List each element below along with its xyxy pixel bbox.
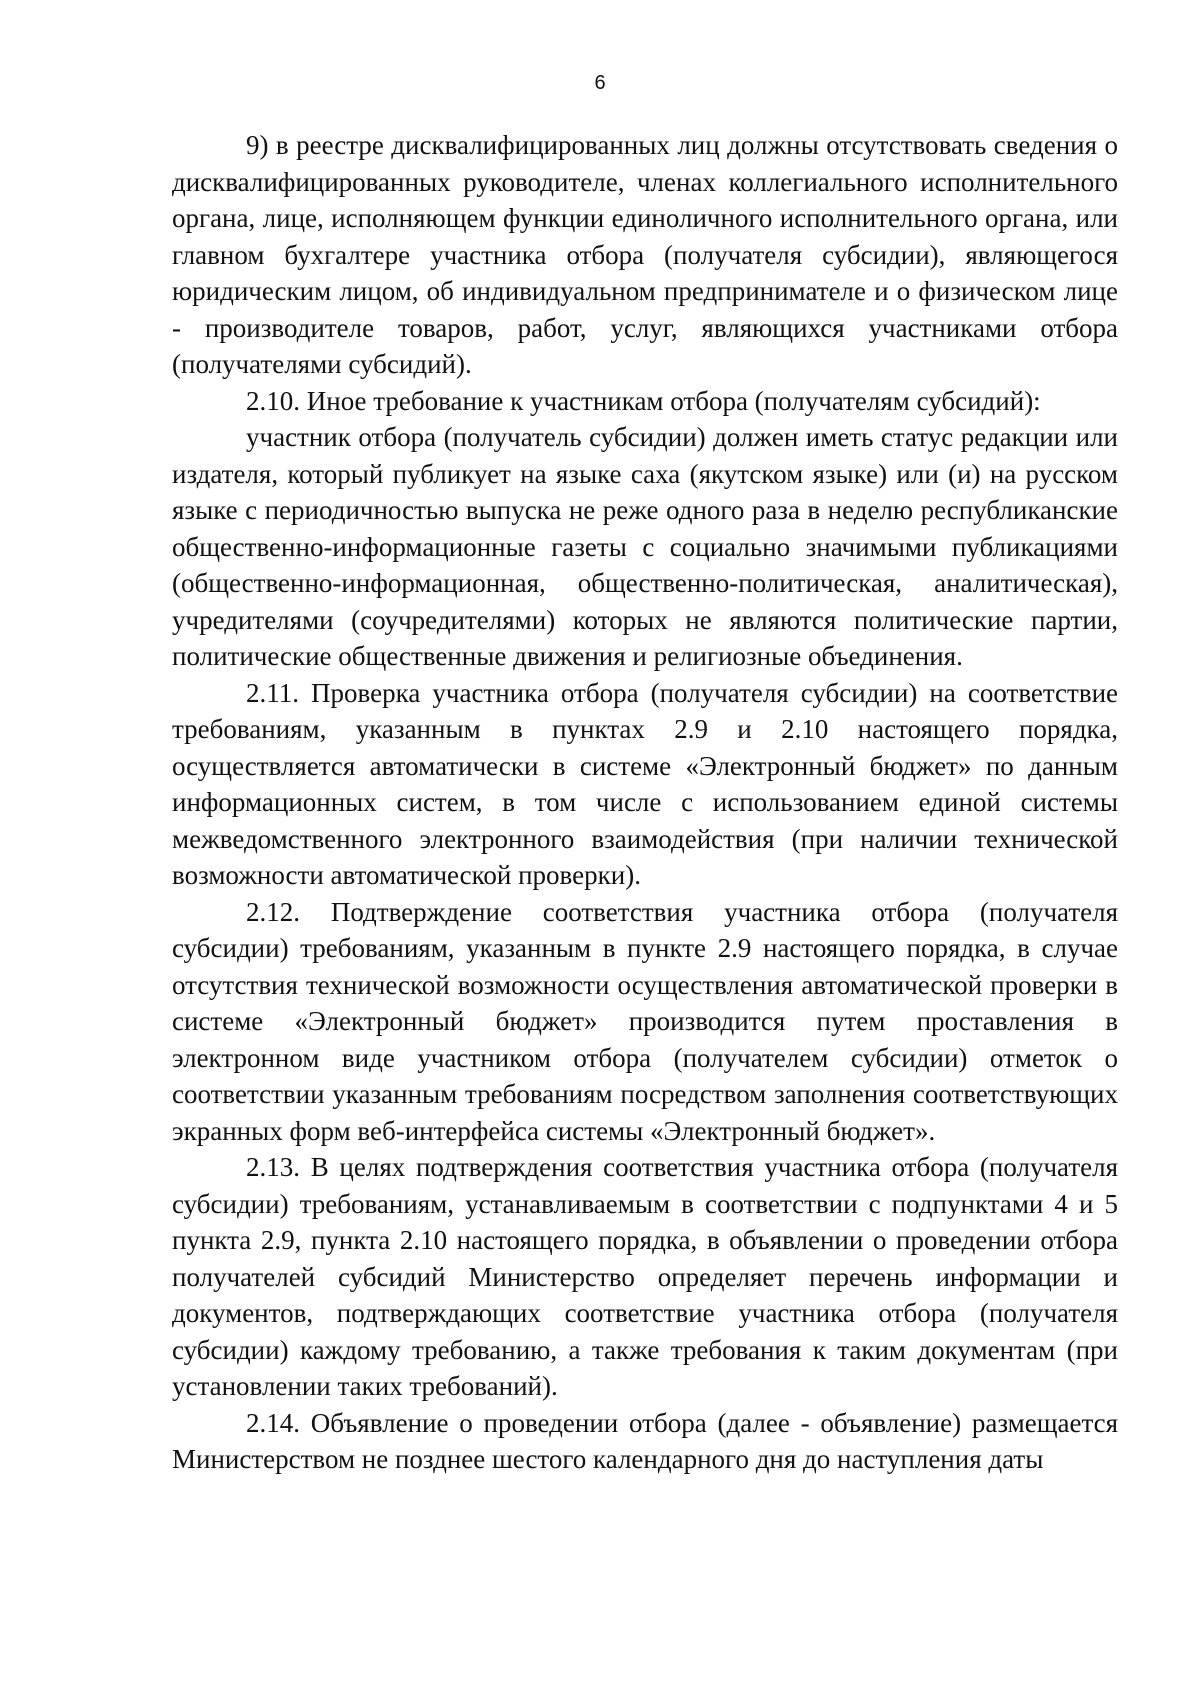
paragraph-2-11: 2.11. Проверка участника отбора (получателя субсидии) на соответствие требованиям, указанным в пунктах 2.9 и 2.10 настоящего порядка, осуществляется автоматически в системе «Электронный бюджет» по данным информационных систем, в том числе с использованием единой системы межведомственного электронного взаимодействия (при наличии технической возможности автоматической проверки).: [172, 677, 1118, 890]
paragraph-9-disqualified-registry: 9) в реестре дисквалифицированных лиц должны отсутствовать сведения о дисквалифицированных руководителе, членах коллегиального исполнительного органа, лице, исполняющем функции единоличного исполнительного органа, или главном бухгалтере участника отбора (получателя субсидии), являющегося юридическим лицом, об индивидуальном предпринимателе и о физическом лице - производителе товаров, работ, услуг, являющихся участниками отбора (получателями субсидий).: [172, 130, 1118, 379]
paragraph-2-10-heading: 2.10. Иное требование к участникам отбора (получателям субсидий):: [246, 385, 1041, 416]
document-body: [172, 127, 1118, 1478]
paragraph-2-14: 2.14. Объявление о проведении отбора (далее - объявление) размещается Министерством не позднее шестого календарного дня до наступления даты: [172, 1407, 1118, 1474]
paragraph-2-10-requirement: участник отбора (получатель субсидии) должен иметь статус редакции или издателя, который публикует на языке саха (якутском языке) или (и) на русском языке с периодичностью выпуска не реже одного раза в неделю республиканские общественно-информационные газеты с социально значимыми публикациями (общественно-информационная, общественно-политическая, аналитическая), учредителями (соучредителями) которых не являются политические партии, политические общественные движения и религиозные объединения.: [172, 422, 1118, 671]
page-number: 6: [594, 72, 606, 94]
paragraph-2-13: 2.13. В целях подтверждения соответствия участника отбора (получателя субсидии) требованиям, устанавливаемым в соответствии с подпунктами 4 и 5 пункта 2.9, пункта 2.10 настоящего порядка, в объявлении о проведении отбора получателей субсидий Министерство определяет перечень информации и документов, подтверждающих соответствие участника отбора (получателя субсидии) каждому требованию, а также требования к таким документам (при установлении таких требований).: [172, 1152, 1118, 1401]
paragraph-2-12: 2.12. Подтверждение соответствия участника отбора (получателя субсидии) требованиям, указанным в пункте 2.9 настоящего порядка, в случае отсутствия технической возможности осуществления автоматической проверки в системе «Электронный бюджет» производится путем проставления в электронном виде участником отбора (получателем субсидии) отметок о соответствии указанным требованиям посредством заполнения соответствующих экранных форм веб-интерфейса системы «Электронный бюджет».: [172, 896, 1118, 1146]
